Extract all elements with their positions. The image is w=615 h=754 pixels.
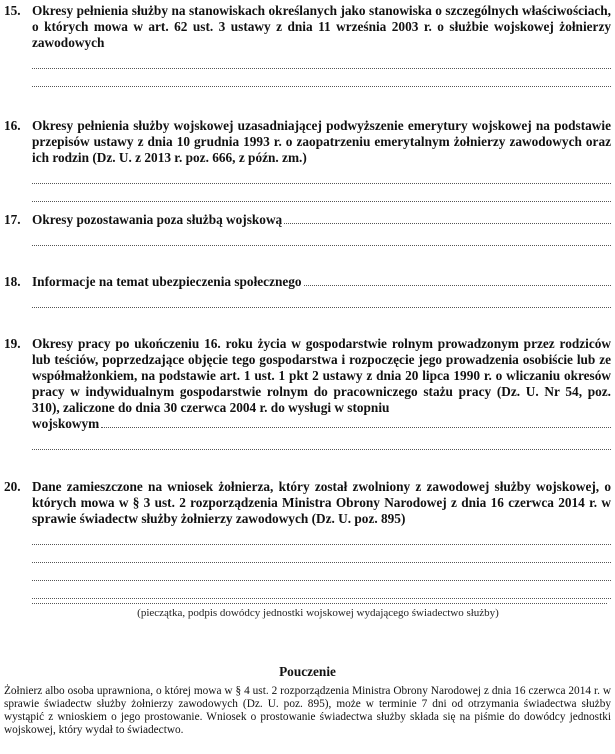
answer-line[interactable]: [32, 545, 611, 563]
answer-line[interactable]: [284, 223, 611, 224]
item-text: Okresy pozostawania poza służbą wojskową: [32, 212, 283, 227]
answer-line[interactable]: [32, 228, 611, 246]
item-text: Okresy pełnienia służby wojskowej uzasadniającej podwyższenie emerytury wojskowej na podstawie przepisów ustawy z dnia 10 grudnia 1993 r. o zaopatrzeniu emerytalnym żołnierzy zawodowych oraz ich rodzin (Dz. U. z 2013 r. poz. 666, z późn. zm.): [32, 118, 611, 165]
item-number: 16.: [4, 118, 21, 133]
item-15: [4, 3, 611, 87]
answer-line[interactable]: [32, 527, 611, 545]
item-18: [4, 274, 611, 308]
signature-line[interactable]: [32, 603, 607, 604]
answer-line[interactable]: [32, 184, 611, 202]
item-20: [4, 479, 611, 599]
item-text-tail: wojskowym: [32, 416, 100, 431]
instruction-text: Żołnierz albo osoba uprawniona, o której mowa w § 4 ust. 2 rozporządzenia Ministra Obrony Narodowej z dnia 16 czerwca 2014 r. w sprawie świadectw służby żołnierzy zawodowych (Dz. U. poz. 895), może w terminie 7 dni od otrzymania świadectwa służby wystąpić z wnioskiem o jego prostowanie. Wniosek o prostowanie świadectwa służby składa się na piśmie do dowódcy jednostki wojskowej, który wydał to świadectwo.: [4, 685, 611, 736]
answer-line[interactable]: [32, 432, 611, 450]
answer-line[interactable]: [32, 581, 611, 599]
instruction-title: Pouczenie: [279, 664, 336, 679]
answer-line[interactable]: [101, 427, 611, 428]
answer-line[interactable]: [304, 285, 611, 286]
item-row: [32, 416, 611, 432]
item-row: [32, 274, 611, 290]
item-number: 20.: [4, 479, 21, 494]
answer-line[interactable]: [32, 290, 611, 308]
item-17: [4, 212, 611, 246]
item-text: Okresy pracy po ukończeniu 16. roku życia w gospodarstwie rolnym prowadzonym przez rodziców lub teściów, poprzedzające objęcie tego gospodarstwa i rozpoczęcie jego prowadzenia osobiście lub ze współmałżonkiem, na podstawie art. 1 ust. 1 pkt 2 ustawy z dnia 20 lipca 1990 r. o wliczaniu okresów pracy w indywidualnym gospodarstwie rolnym do pracowniczego stażu pracy (Dz. U. Nr 54, poz. 310), zaliczone do dnia 30 czerwca 2004 r. do wysługi w stopniu: [32, 336, 611, 415]
item-row: [32, 212, 611, 228]
item-text: Okresy pełnienia służby na stanowiskach określanych jako stanowiska o szczególnych właściwościach, o których mowa w art. 62 ust. 3 ustawy z dnia 11 września 2003 r. o służbie wojskowej żołnierzy zawodowych: [32, 3, 611, 50]
item-16: [4, 118, 611, 202]
answer-line[interactable]: [32, 563, 611, 581]
item-number: 18.: [4, 274, 21, 289]
answer-line[interactable]: [32, 166, 611, 184]
item-text: Dane zamieszczone na wniosek żołnierza, który został zwolniony z zawodowej służby wojskowej, o których mowa w § 3 ust. 2 rozporządzenia Ministra Obrony Narodowej z dnia 16 czerwca 2014 r. w sprawie świadectw służby żołnierzy zawodowych (Dz. U. poz. 895): [32, 479, 611, 526]
item-19: [4, 336, 611, 450]
item-number: 19.: [4, 336, 21, 351]
answer-line[interactable]: [32, 51, 611, 69]
item-number: 17.: [4, 212, 21, 227]
item-number: 15.: [4, 3, 21, 18]
signature-caption: (pieczątka, podpis dowódcy jednostki wojskowej wydającego świadectwo służby): [137, 607, 499, 619]
answer-line[interactable]: [32, 69, 611, 87]
item-text: Informacje na temat ubezpieczenia społecznego: [32, 274, 302, 289]
